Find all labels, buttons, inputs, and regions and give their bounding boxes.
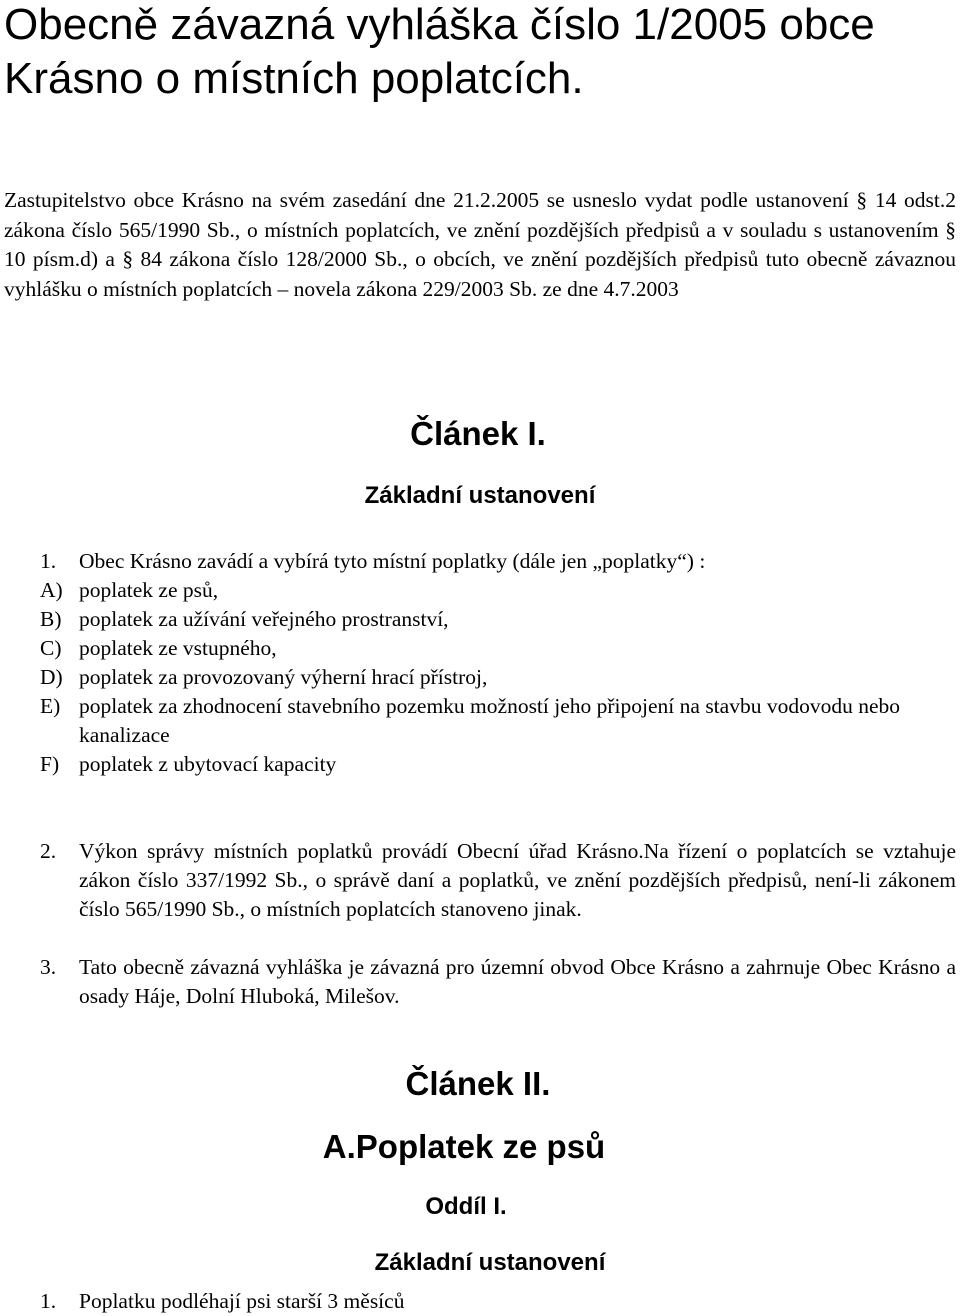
fee-text: poplatek z ubytovací kapacity — [79, 752, 337, 776]
fee-label: B) — [40, 607, 62, 631]
fee-label: F) — [40, 752, 60, 776]
fee-list — [40, 576, 956, 779]
item-text: Výkon správy místních poplatků provádí Obecní úřad Krásno.Na řízení o poplatcích se vztahuje zákon číslo 337/1992 Sb., o správě daní a poplatků, ve znění pozdějších předpisů, není-li zákonem číslo 565/1990 Sb., o místních poplatcích stanoveno jinak. — [79, 839, 956, 921]
fee-text: poplatek ze vstupného, — [79, 636, 277, 660]
fee-list-item — [40, 576, 956, 605]
article-1-subheading: Základní ustanovení — [364, 482, 596, 509]
section-a-heading: A.Poplatek ze psů — [322, 1128, 606, 1165]
fee-text: poplatek ze psů, — [79, 578, 219, 602]
article-1-heading: Článek I. — [410, 415, 546, 452]
item-number: 1. — [40, 1289, 57, 1313]
fee-label: E) — [40, 694, 61, 718]
division-heading: Oddíl I. — [425, 1193, 507, 1220]
document-title: Obecně závazná vyhláška číslo 1/2005 obce Krásno o místních poplatcích. — [4, 0, 875, 103]
fee-label: C) — [40, 636, 62, 660]
article-1-item-1 — [40, 547, 956, 576]
article-2-item-1 — [40, 1287, 956, 1316]
fee-list-item — [40, 750, 956, 779]
article-2-heading: Článek II. — [405, 1065, 551, 1102]
item-text: Tato obecně závazná vyhláška je závazná pro územní obvod Obce Krásno a zahrnuje Obec Krásno a osady Háje, Dolní Hluboká, Milešov. — [79, 955, 956, 1008]
item-number: 3. — [40, 955, 57, 979]
fee-text: poplatek za užívání veřejného prostranství, — [79, 607, 449, 631]
item-number: 2. — [40, 839, 57, 863]
fee-list-item — [40, 605, 956, 634]
fee-list-item — [40, 663, 956, 692]
fee-label: A) — [40, 578, 63, 602]
fee-list-item — [40, 634, 956, 663]
article-1-item-2 — [40, 837, 956, 924]
fee-text: poplatek za zhodnocení stavebního pozemku možností jeho připojení na stavbu vodovodu nebo kanalizace — [79, 694, 900, 747]
item-number: 1. — [40, 549, 57, 573]
item-text: Poplatku podléhají psi starší 3 měsíců — [79, 1289, 405, 1313]
article-1-item-3 — [40, 953, 956, 1011]
fee-text: poplatek za provozovaný výherní hrací přístroj, — [79, 665, 488, 689]
item-text: Obec Krásno zavádí a vybírá tyto místní poplatky (dále jen „poplatky“) : — [79, 549, 706, 573]
article-2-subheading: Základní ustanovení — [374, 1249, 606, 1276]
intro-paragraph: Zastupitelstvo obce Krásno na svém zasedání dne 21.2.2005 se usneslo vydat podle ustanovení § 14 odst.2 zákona číslo 565/1990 Sb., o místních poplatcích, ve znění pozdějších předpisů a v souladu s ustanovením § 10 písm.d) a § 84 zákona číslo 128/2000 Sb., o obcích, ve znění pozdějších předpisů tuto obecně závaznou vyhlášku o místních poplatcích – novela zákona 229/2003 Sb. ze dne 4.7.2003 — [4, 188, 956, 301]
fee-list-item — [40, 692, 956, 750]
fee-label: D) — [40, 665, 63, 689]
